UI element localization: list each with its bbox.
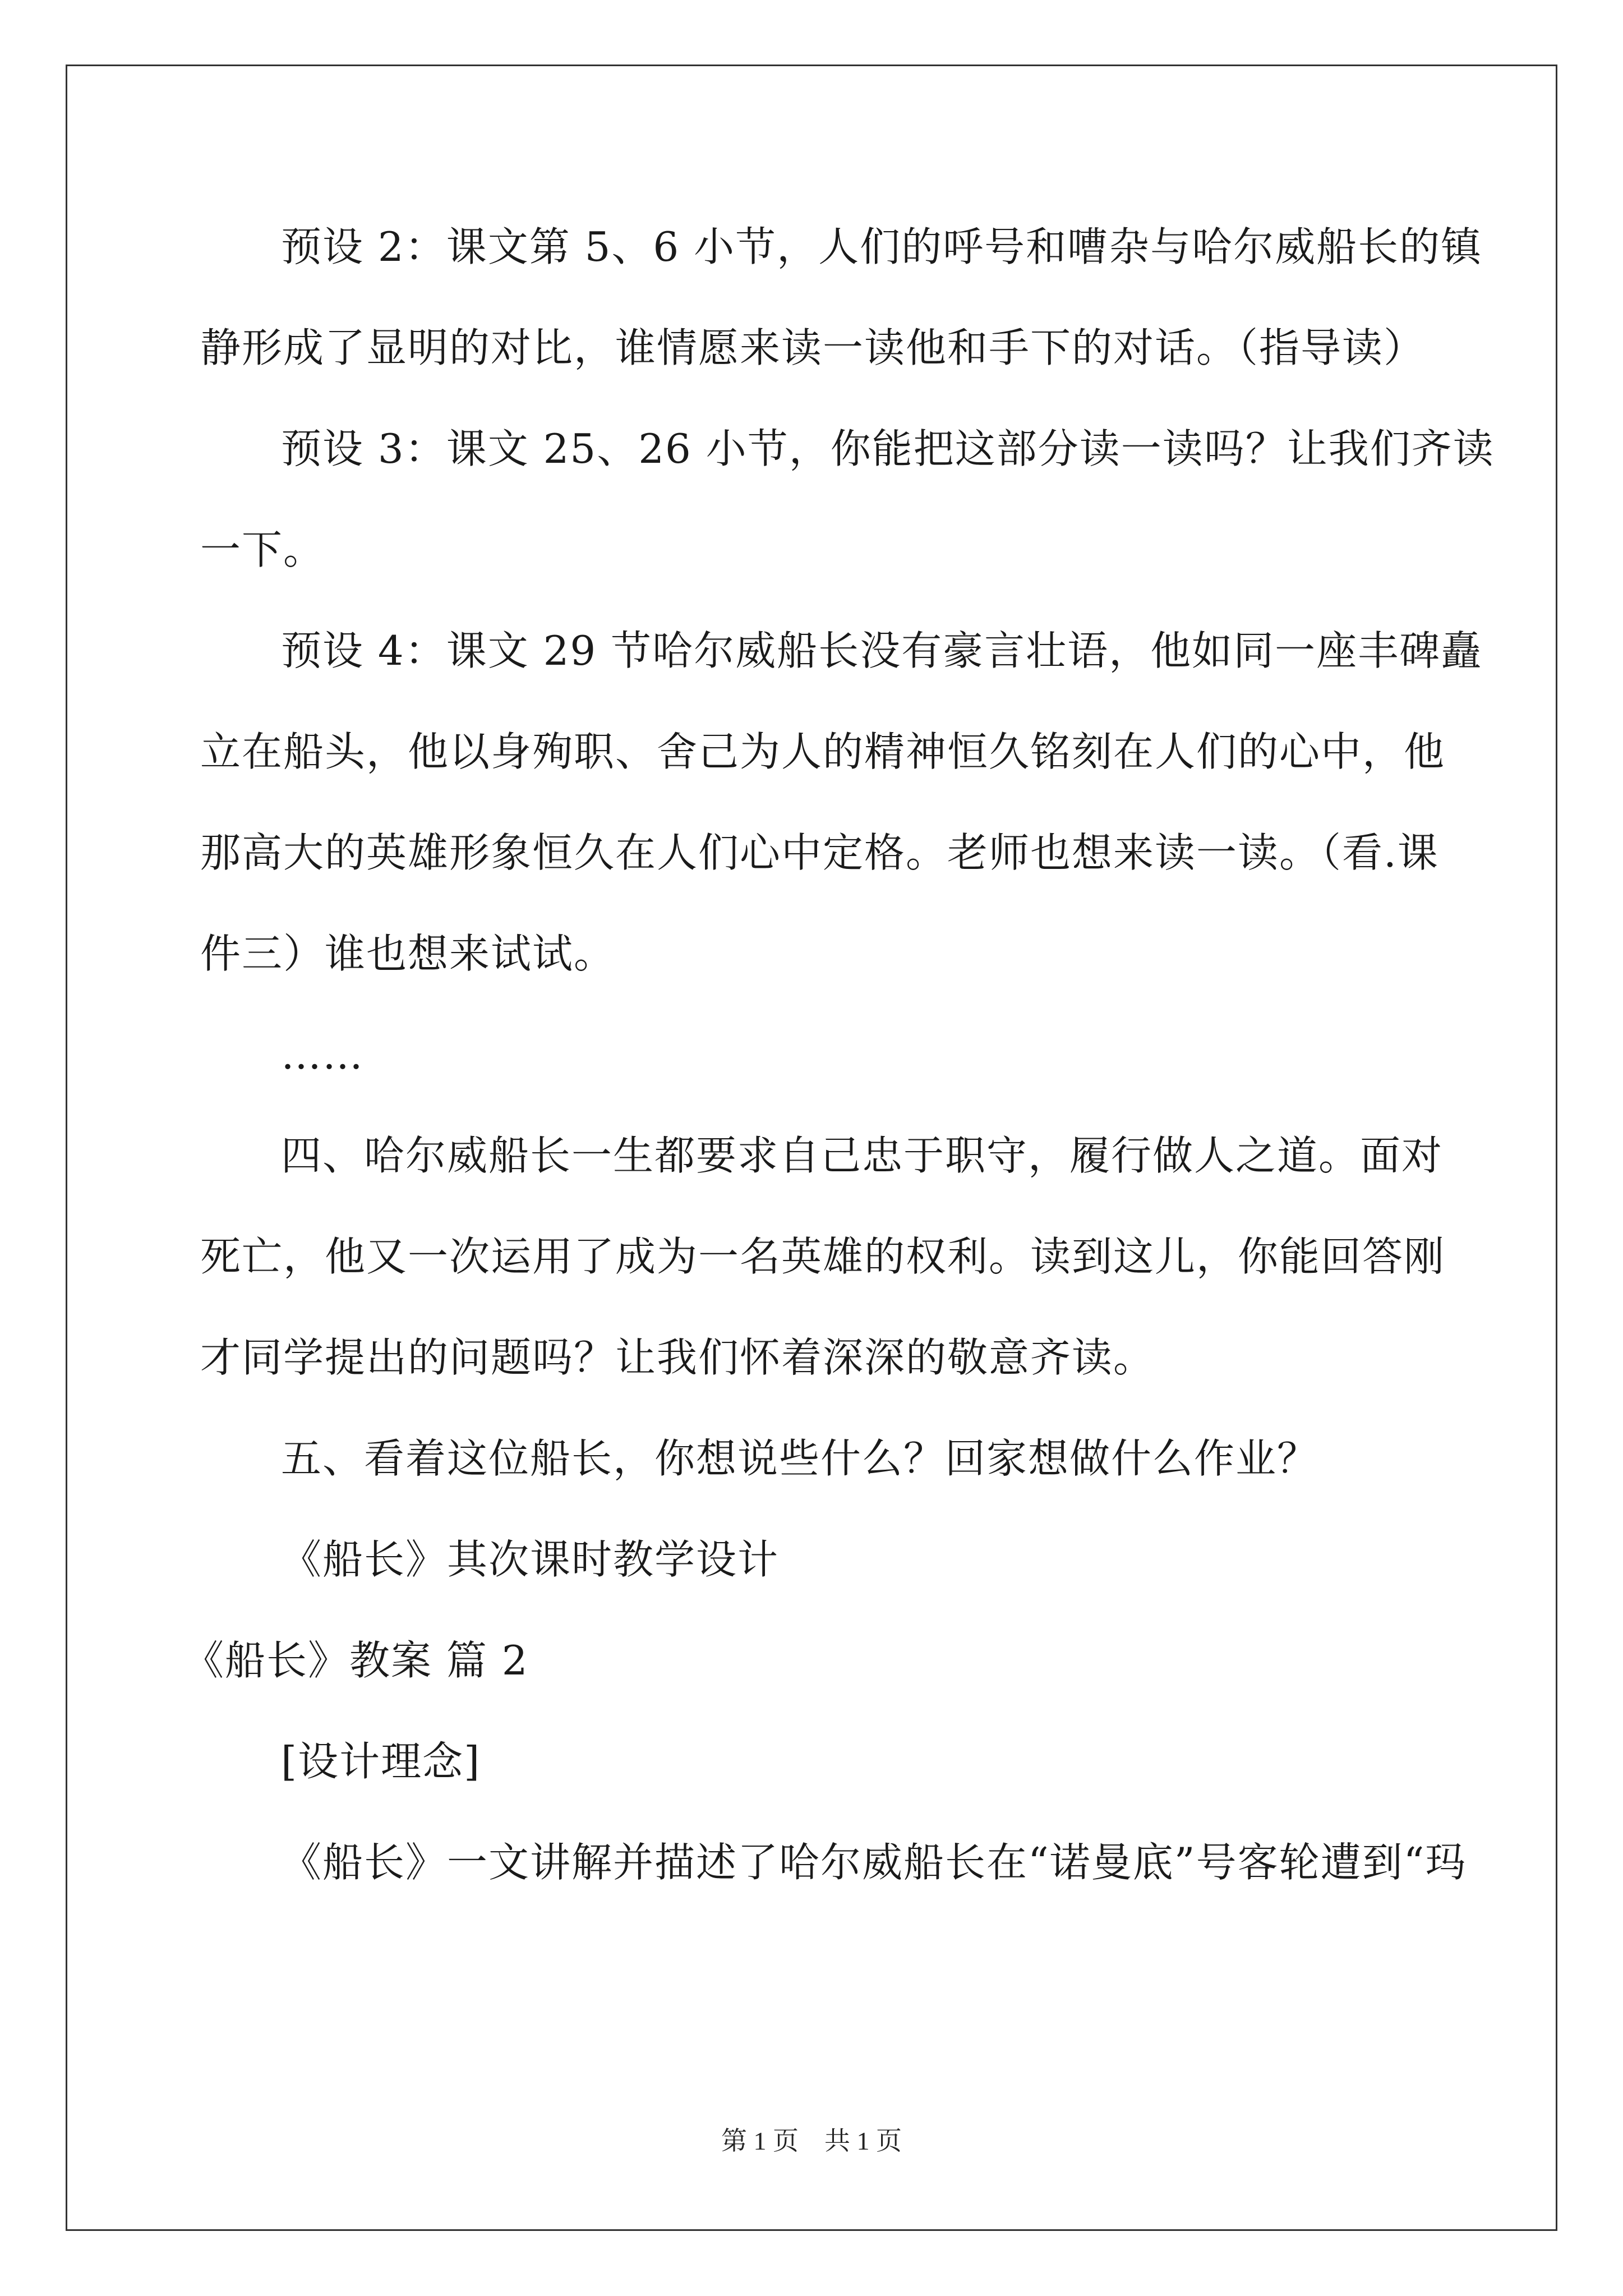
- paragraph-line: 一下。: [200, 526, 325, 573]
- paragraph-line: 《船长》一文讲解并描述了哈尔威船长在“诺曼底”号客轮遭到“玛: [281, 1839, 1467, 1886]
- section-label: [设计理念]: [281, 1738, 481, 1785]
- paragraph-line: 四、哈尔威船长一生都要求自己忠于职守，履行做人之道。面对: [281, 1132, 1444, 1179]
- paragraph-line: 那高大的英雄形象恒久在人们心中定格。老师也想来读一读。（看.课: [200, 829, 1439, 876]
- paragraph-line: 五、看着这位船长，你想说些什么？回家想做什么作业？: [281, 1435, 1319, 1482]
- article-heading: 《船长》教案 篇 2: [183, 1637, 529, 1684]
- paragraph-line: 预设 2：课文第 5、6 小节，人们的呼号和嘈杂与哈尔威船长的镇: [281, 223, 1483, 270]
- paragraph-line: 件三）谁也想来试试。: [200, 930, 616, 977]
- paragraph-line: 预设 4：课文 29 节哈尔威船长没有豪言壮语，他如同一座丰碑矗: [281, 627, 1483, 674]
- paragraph-line: 死亡，他又一次运用了成为一名英雄的权利。读到这儿，你能回答刚: [200, 1233, 1446, 1280]
- document-body: [183, 196, 1495, 1913]
- section-title: 《船长》其次课时教学设计: [281, 1536, 780, 1583]
- paragraph-line: 静形成了显明的对比，谁情愿来读一读他和手下的对话。（指导读）: [200, 324, 1426, 371]
- paragraph-line: 预设 3：课文 25、26 小节，你能把这部分读一读吗？让我们齐读: [281, 425, 1495, 472]
- page-number: 第 1 页 共 1 页: [721, 2127, 902, 2155]
- ellipsis-line: ……: [281, 1031, 364, 1078]
- paragraph-line: 才同学提出的问题吗？让我们怀着深深的敬意齐读。: [200, 1334, 1155, 1381]
- paragraph-line: 立在船头，他以身殉职、舍己为人的精神恒久铭刻在人们的心中，他: [200, 728, 1446, 775]
